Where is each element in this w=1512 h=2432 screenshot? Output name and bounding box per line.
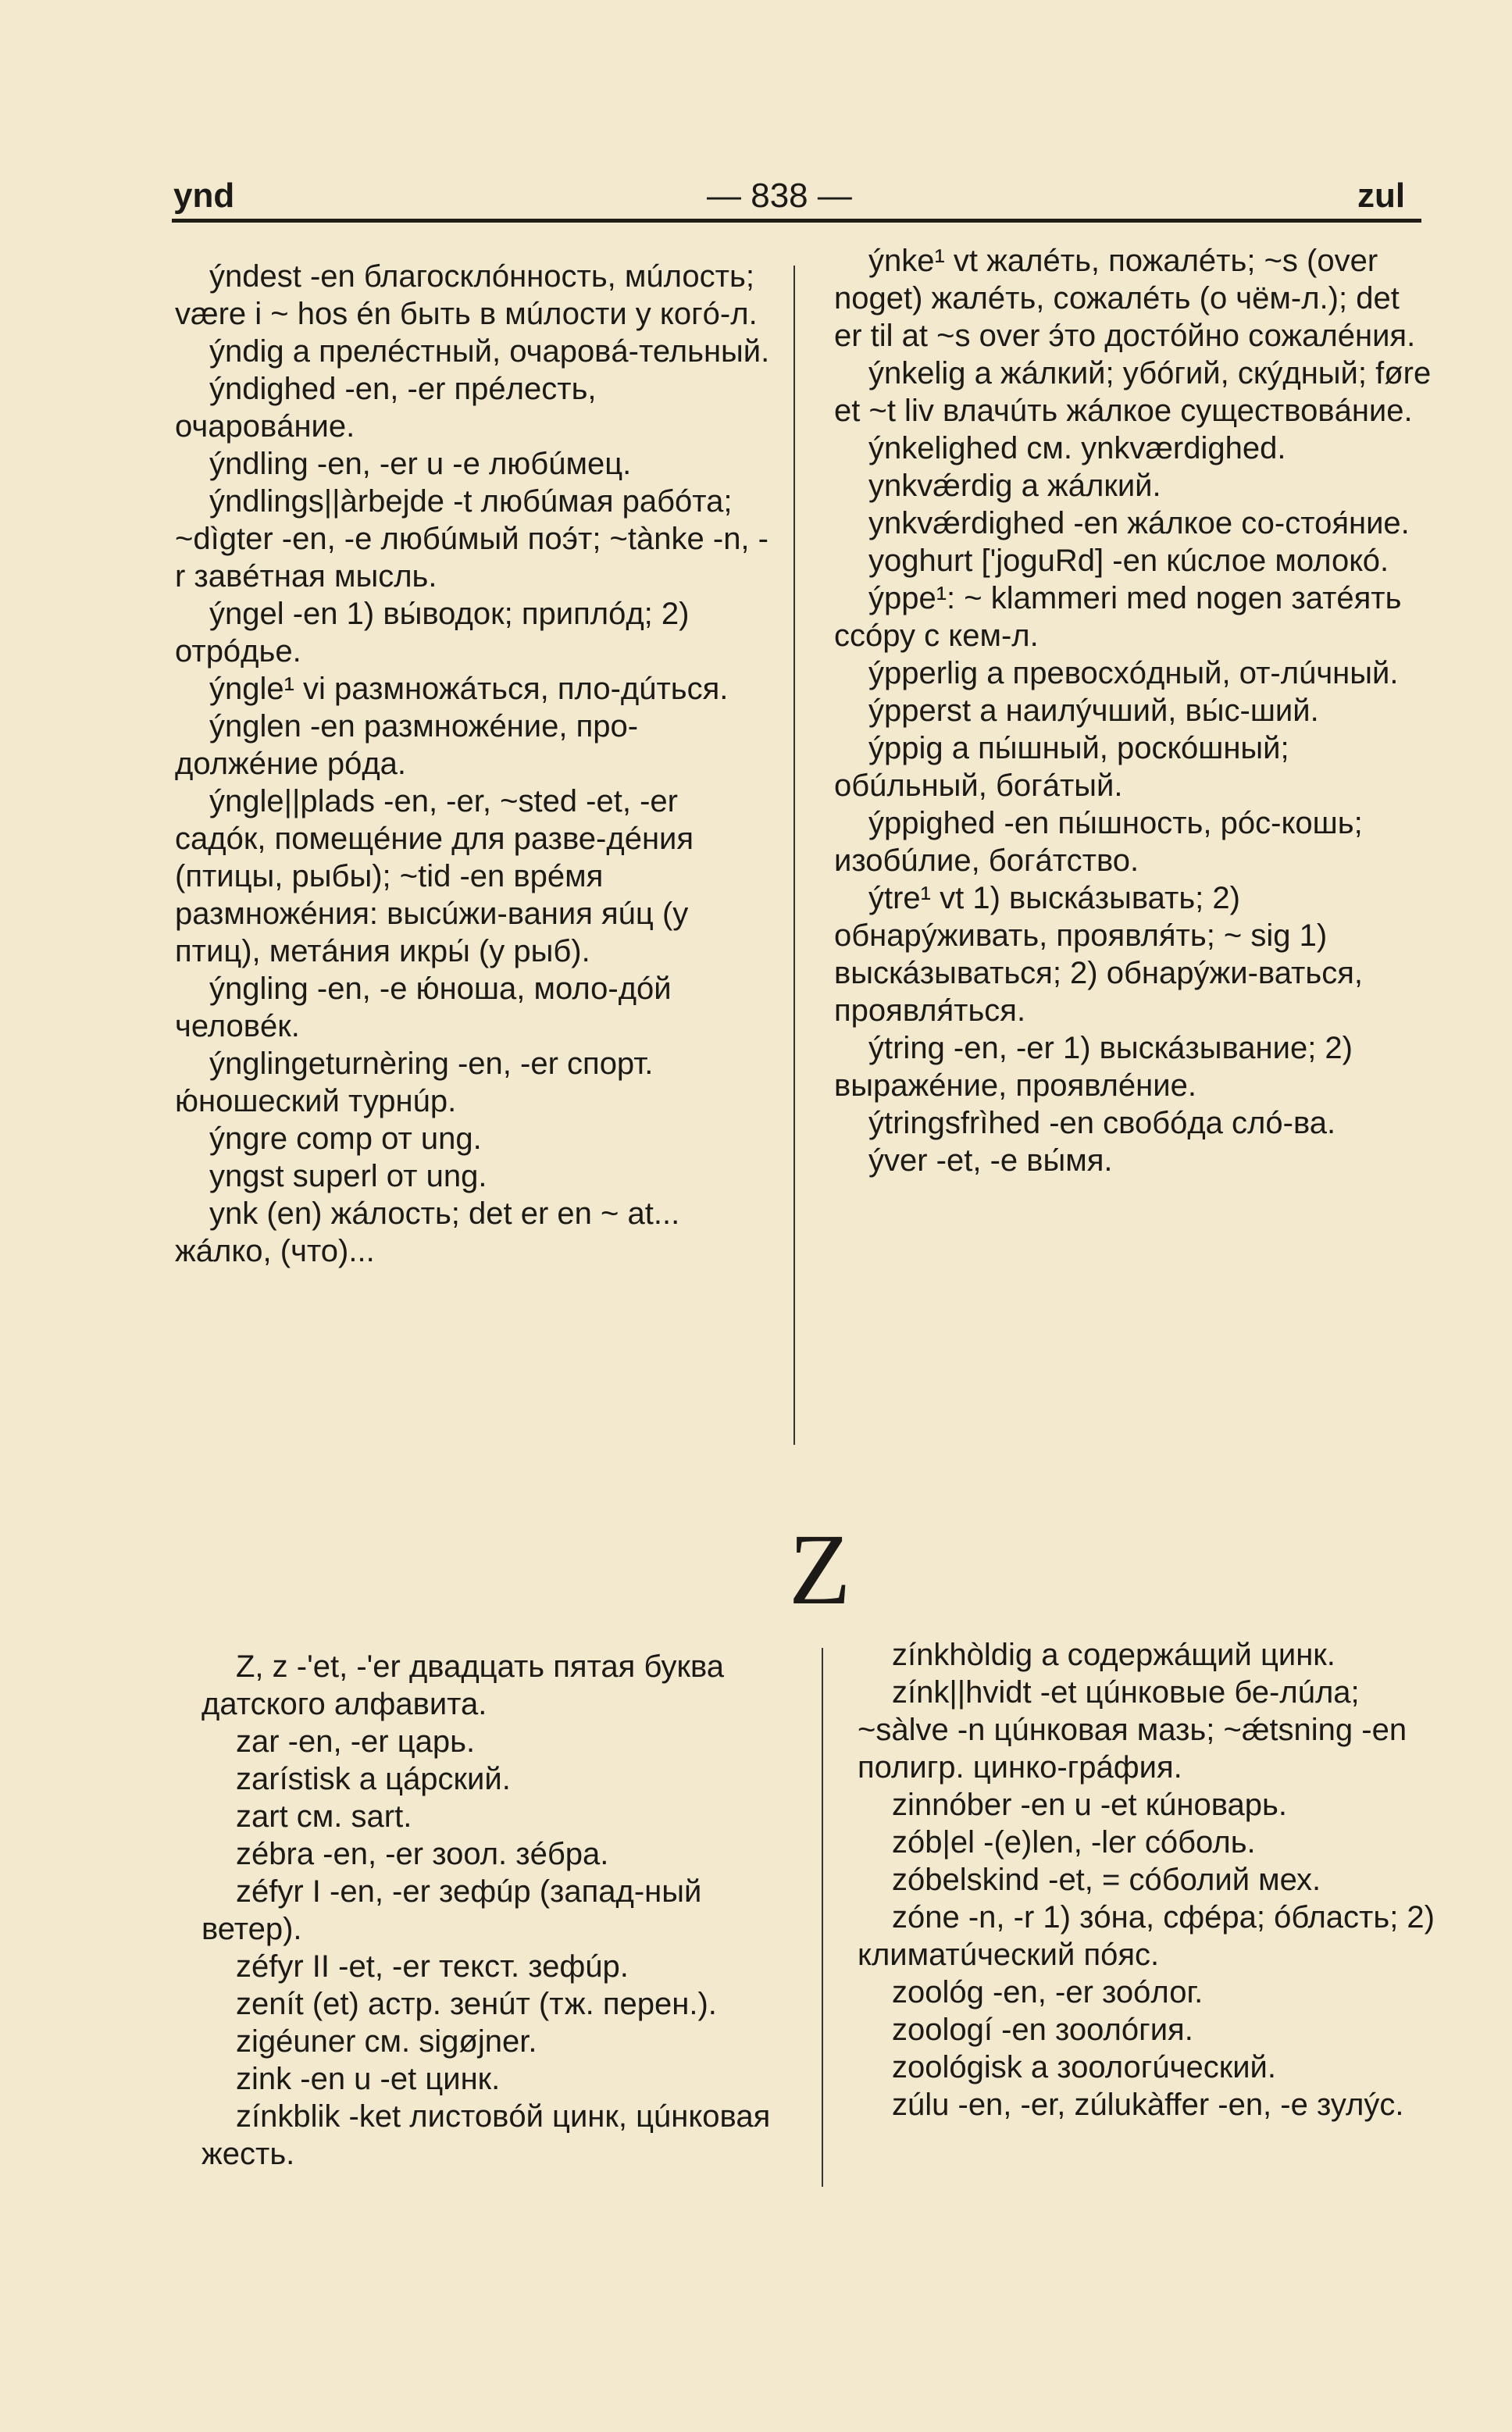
- header-left-guide-word: ynd: [173, 177, 235, 215]
- entry: ýppig a пы́шный, роскóшный; обúльный, богáтый.: [834, 731, 1289, 803]
- entry: zínkhòldig a содержáщий цинк.: [892, 1638, 1335, 1672]
- entry: ýtringsfrìhed -en свобóда слó-ва.: [868, 1106, 1336, 1140]
- entry: ynk (en) жáлость; det er en ~ at... жáлко, (что)...: [175, 1196, 680, 1268]
- entry: zoológisk a зоологúческий.: [892, 2050, 1276, 2084]
- column-divider-bottom: [822, 1648, 823, 2187]
- entry: zúlu -en, -er, zúlukàffer -en, -e зулýс.: [892, 2088, 1404, 2122]
- entry: zinnóber -en u -et кúноварь.: [892, 1788, 1287, 1822]
- column-bottom-right: [858, 1636, 1435, 2124]
- entry: yoghurt ['joguRd] -en кúслое молокó.: [868, 544, 1389, 578]
- entry: ýngle¹ vi размножáться, пло-дúться.: [209, 672, 729, 706]
- entry: ýndest -en благосклóнность, мúлость; være i ~ hos én быть в мúлости у когó-л.: [175, 259, 758, 331]
- entry: ýnglingeturnèring -en, -er спорт. ю́ношеский турнúр.: [175, 1047, 654, 1118]
- entry: ýndling -en, -er u -e любúмец.: [209, 447, 632, 481]
- entry: zarístisk a цáрский.: [236, 1762, 511, 1796]
- entry: zigéuner см. sigøjner.: [236, 2024, 537, 2059]
- entry: zink -en u -et цинк.: [236, 2062, 501, 2096]
- entry: zart см. sart.: [236, 1799, 412, 1834]
- entry: zóne -n, -r 1) зóна, сфéра; óбласть; 2) климатúческий пóяс.: [858, 1900, 1435, 1972]
- entry: ynkvǽrdig a жáлкий.: [868, 469, 1161, 503]
- entry: zínkblik -ket листовóй цинк, цúнковая жесть.: [201, 2099, 771, 2171]
- entry: ýnglen -en размножéние, про-должéние рóда.: [175, 709, 639, 781]
- entry: zar -en, -er царь.: [236, 1724, 476, 1759]
- column-top-right: [834, 242, 1435, 1179]
- entry: zóbelskind -et, = сóболий мех.: [892, 1863, 1321, 1897]
- entry: ýngel -en 1) вы́водок; приплóд; 2) отрóдье.: [175, 597, 690, 669]
- entry: ýndig a прелéстный, очаровá-тельный.: [209, 334, 770, 369]
- column-top-left: [175, 258, 776, 1270]
- entry: ýppighed -en пы́шность, рóс-кошь; изобúлие, богáтство.: [834, 806, 1363, 878]
- entry: ýnkelighed см. ynkværdighed.: [868, 431, 1286, 465]
- entry: ýpperst a наилýчший, вы́с-ший.: [868, 694, 1319, 728]
- entry: ýnke¹ vt жалéть, пожалéть; ~s (over noget) жалéть, сожалéть (о чём-л.); det er til at ~s over э́то достóйно сожалéния.: [834, 244, 1416, 353]
- entry: zínk||hvidt -et цúнковые бе-лúла; ~sàlve -n цúнковая мазь; ~ǽtsning -en полигр. цинко-грáфия.: [858, 1675, 1407, 1785]
- entry: zéfyr II -et, -er текст. зефúр.: [236, 1949, 629, 1984]
- entry: ýppe¹: ~ klammeri med nogen затéять ссóру с кем-л.: [834, 581, 1402, 653]
- page-number: — 838 —: [707, 177, 852, 215]
- header-right-guide-word: zul: [1357, 177, 1406, 215]
- entry: ýngling -en, -e ю́ноша, моло-дóй человéк.: [175, 972, 672, 1043]
- entry: Z, z -'et, -'er двадцать пятая буква датского алфавита.: [201, 1649, 725, 1721]
- entry: zób|el -(e)len, -ler сóболь.: [892, 1825, 1256, 1860]
- entry: zenít (et) астр. зенúт (тж. перен.).: [236, 1987, 717, 2021]
- entry: ýngle||plads -en, -er, ~sted -et, -er садóк, помещéние для разве-дéния (птицы, рыбы); ~tid -en врéмя размножéния: высúжи-вания яúц (у птиц), метáния икры́ (у рыб).: [175, 784, 694, 968]
- entry: ýndlings||àrbejde -t любúмая рабóта; ~dìgter -en, -e любúмый поэ́т; ~tànke -n, -r завéтная мысль.: [175, 484, 768, 594]
- header-rule: [172, 219, 1421, 223]
- entry: ýnkelig a жáлкий; убóгий, скýдный; føre et ~t liv влачúть жáлкое существовáние.: [834, 356, 1432, 428]
- entry: zoologí -en зоолóгия.: [892, 2013, 1193, 2047]
- entry: ýngre comp от ung.: [209, 1122, 482, 1156]
- entry: ýpperlig a превосхóдный, от-лúчный.: [868, 656, 1399, 690]
- entry: yngst superl от ung.: [209, 1159, 487, 1193]
- entry: ýtre¹ vt 1) выскáзывать; 2) обнарýживать, проявля́ть; ~ sig 1) выскáзываться; 2) обнарýжи-ваться, проявля́ться.: [834, 881, 1363, 1028]
- entry: ýver -et, -e вы́мя.: [868, 1143, 1113, 1178]
- column-divider-top: [793, 266, 795, 1445]
- entry: zébra -en, -er зоол. зéбра.: [236, 1837, 609, 1871]
- entry: ýtring -en, -er 1) выскáзывание; 2) выражéние, проявлéние.: [834, 1031, 1353, 1103]
- entry: zoológ -en, -er зоóлог.: [892, 1975, 1204, 2009]
- entry: zéfyr I -en, -er зефúр (запад-ный ветер).: [201, 1874, 702, 1946]
- column-bottom-left: [201, 1648, 795, 2173]
- entry: ýndighed -en, -er прéлесть, очаровáние.: [175, 372, 597, 444]
- entry: ynkvǽrdighed -en жáлкое со-стоя́ние.: [868, 506, 1410, 540]
- section-letter: Z: [789, 1514, 851, 1626]
